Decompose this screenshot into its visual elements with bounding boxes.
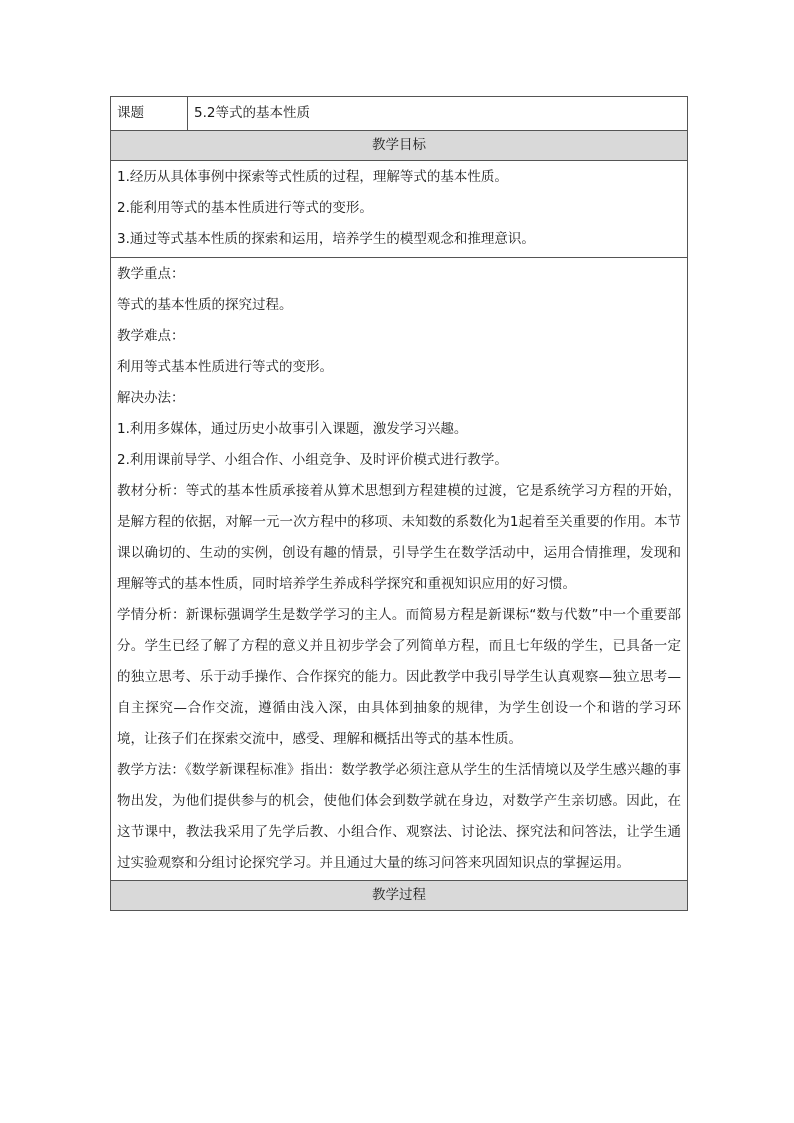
topic-row — [111, 97, 688, 131]
key-point-label: 教学重点： — [117, 266, 185, 282]
topic-label: 课题 — [111, 97, 188, 131]
content-cell — [111, 258, 688, 881]
process-header-row — [111, 881, 688, 911]
objective-item: 2.能利用等式的基本性质进行等式的变形。 — [117, 200, 373, 216]
objectives-header-row — [111, 131, 688, 161]
solution-item: 2.利用课前导学、小组合作、小组竞争、及时评价模式进行教学。 — [117, 452, 508, 468]
difficulty-label: 教学难点： — [117, 328, 185, 344]
material-analysis-paragraph: 教材分析：等式的基本性质承接着从算术思想到方程建模的过渡，它是系统学习方程的开始，是解方程的依据，对解一元一次方程中的移项、未知数的系数化为1起着至关重要的作用。本节课以确切的、生动的实例，创设有趣的情景，引导学生在数学活动中，运用合情推理，发现和理解等式的基本性质，同时培养学生养成科学探究和重视知识应用的好习惯。 — [117, 483, 681, 592]
objectives-cell — [111, 161, 688, 258]
objective-item: 3.通过等式基本性质的探索和运用，培养学生的模型观念和推理意识。 — [117, 231, 535, 247]
teaching-method-paragraph: 教学方法：《数学新课程标准》指出：数学教学必须注意从学生的生活情境以及学生感兴趣的事物出发，为他们提供参与的机会，使他们体会到数学就在身边，对数学产生亲切感。因此，在这节课中，教法我采用了先学后教、小组合作、观察法、讨论法、探究法和问答法，让学生通过实验观察和分组讨论探究学习。并且通过大量的练习问答来巩固知识点的掌握运用。 — [117, 762, 681, 871]
content-row — [111, 258, 688, 881]
lesson-plan-table — [110, 96, 688, 911]
solution-item: 1.利用多媒体，通过历史小故事引入课题，激发学习兴趣。 — [117, 421, 468, 437]
solution-label: 解决办法： — [117, 390, 185, 406]
key-point-text: 等式的基本性质的探究过程。 — [117, 297, 293, 313]
topic-title: 5.2等式的基本性质 — [188, 97, 688, 131]
objectives-row — [111, 161, 688, 258]
objectives-section-title: 教学目标 — [111, 131, 688, 161]
objective-item: 1.经历从具体事例中探索等式性质的过程，理解等式的基本性质。 — [117, 169, 508, 185]
difficulty-text: 利用等式基本性质进行等式的变形。 — [117, 359, 333, 375]
process-section-title: 教学过程 — [111, 881, 688, 911]
student-analysis-paragraph: 学情分析：新课标强调学生是数学学习的主人。而简易方程是新课标“数与代数”中一个重要部分。学生已经了解了方程的意义并且初步学会了列简单方程，而且七年级的学生，已具备一定的独立思考、乐于动手操作、合作探究的能力。因此教学中我引导学生认真观察—独立思考—自主探究—合作交流，遵循由浅入深，由具体到抽象的规律，为学生创设一个和谐的学习环境，让孩子们在探索交流中，感受、理解和概括出等式的基本性质。 — [117, 607, 681, 747]
